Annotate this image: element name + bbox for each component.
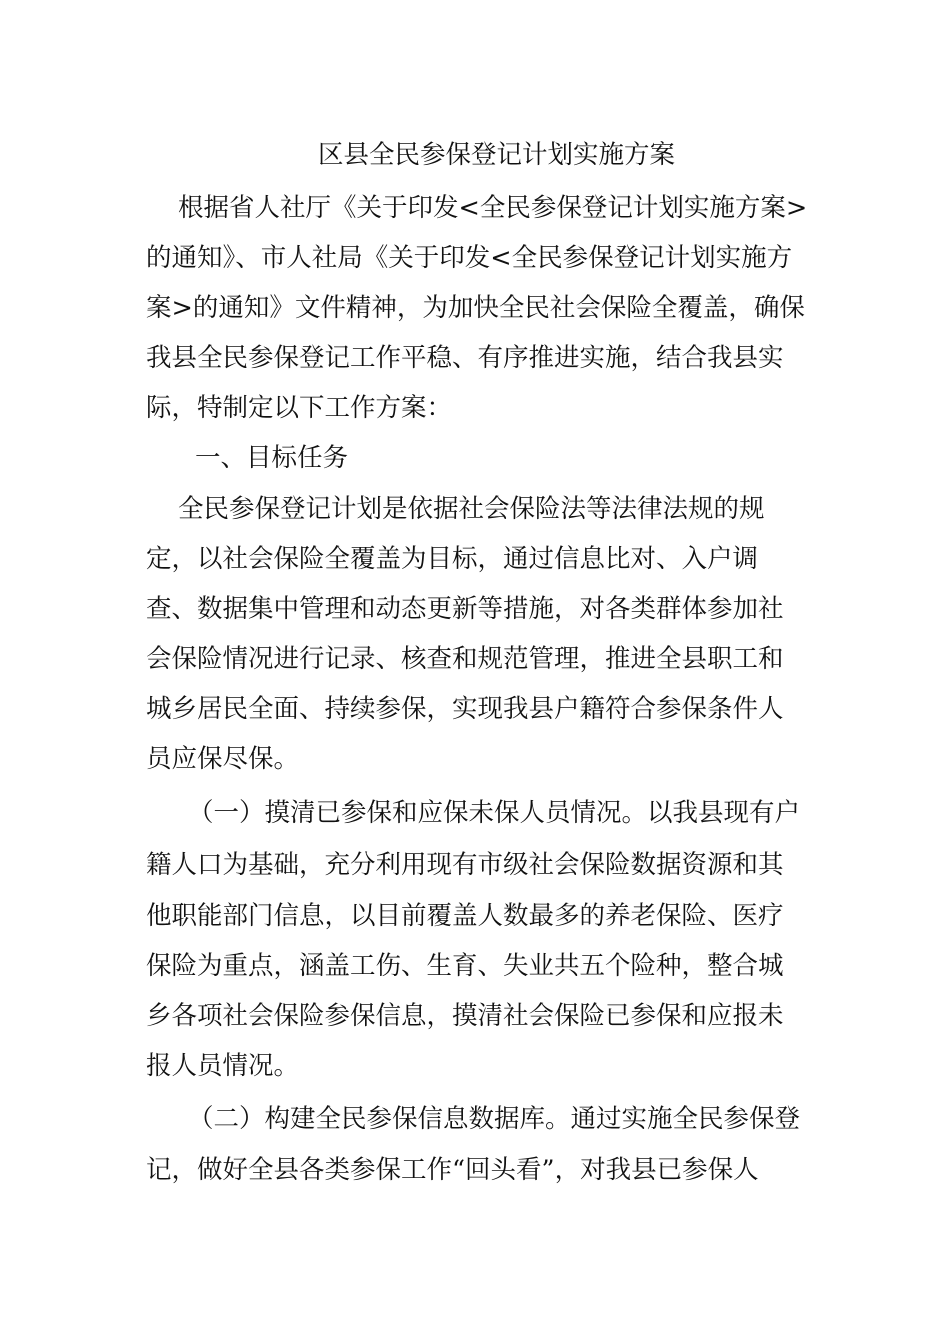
paragraph-2-line-3: 查、数据集中管理和动态更新等措施，对各类群体参加社: [146, 594, 784, 624]
paragraph-2-line-2: 定，以社会保险全覆盖为目标，通过信息比对、入户调: [146, 544, 759, 574]
paragraph-1-line-4: 我县全民参保登记工作平稳、有序推进实施，结合我县实: [146, 343, 784, 373]
paragraph-2-line-4: 会保险情况进行记录、核查和规范管理，推进全县职工和: [146, 644, 784, 674]
paragraph-3-line-2: 籍人口为基础，充分利用现有市级社会保险数据资源和其: [146, 850, 784, 880]
section-heading-1: 一、目标任务: [195, 443, 349, 473]
paragraph-3-line-1: （一）摸清已参保和应保未保人员情况。以我县现有户: [188, 798, 801, 828]
paragraph-4-line-2: 记，做好全县各类参保工作“回头看”，对我县已参保人: [146, 1155, 759, 1185]
paragraph-1-line-1: 根据省人社厅《关于印发<全民参保登记计划实施方案>: [178, 193, 808, 223]
paragraph-4-line-1: （二）构建全民参保信息数据库。通过实施全民参保登: [188, 1104, 801, 1134]
paragraph-2-line-6: 员应保尽保。: [146, 744, 300, 774]
paragraph-2-line-1: 全民参保登记计划是依据社会保险法等法律法规的规: [178, 494, 765, 524]
paragraph-2-line-5: 城乡居民全面、持续参保，实现我县户籍符合参保条件人: [146, 694, 784, 724]
paragraph-3-line-3: 他职能部门信息，以目前覆盖人数最多的养老保险、医疗: [146, 901, 784, 931]
paragraph-1-line-5: 际，特制定以下工作方案：: [146, 393, 453, 423]
paragraph-3-line-6: 报人员情况。: [146, 1051, 300, 1081]
paragraph-1-line-2: 的通知》、市人社局《关于印发<全民参保登记计划实施方: [146, 243, 793, 273]
document-title: 区县全民参保登记计划实施方案: [318, 140, 676, 170]
paragraph-3-line-4: 保险为重点，涵盖工伤、生育、失业共五个险种，整合城: [146, 951, 784, 981]
paragraph-1-line-3: 案>的通知》文件精神，为加快全民社会保险全覆盖，确保: [146, 293, 805, 323]
paragraph-3-line-5: 乡各项社会保险参保信息，摸清社会保险已参保和应报未: [146, 1001, 784, 1031]
